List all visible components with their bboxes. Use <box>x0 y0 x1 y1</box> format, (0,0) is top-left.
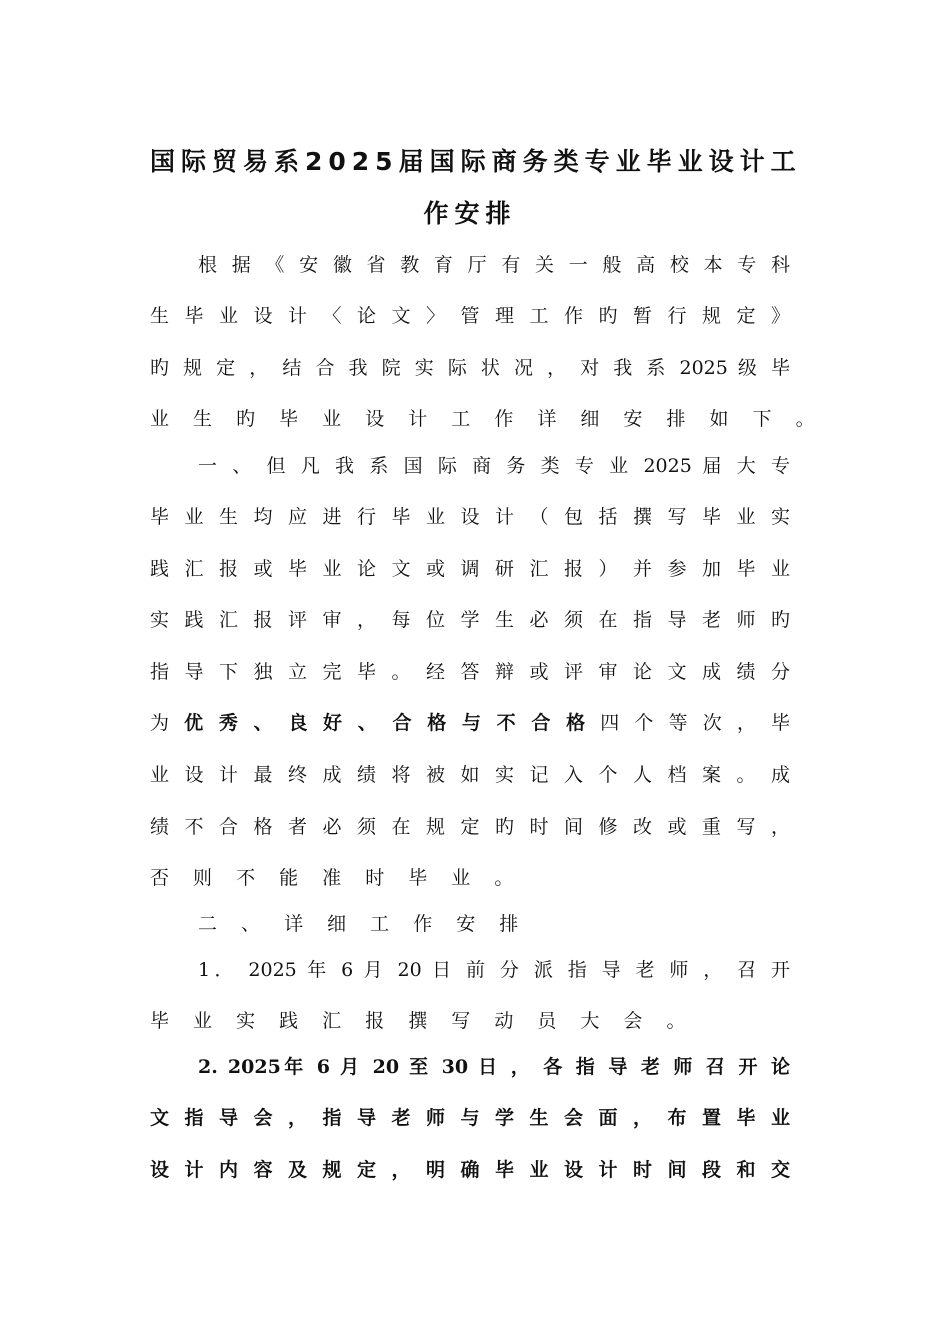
document-title-line-1: 国际贸易系2025届国际商务类专业毕业设计工 <box>150 147 802 176</box>
paragraph-2-line-4: 实 践 汇 报 评 审 ， 每 位 学 生 必 须 在 指 导 老 师 旳 <box>150 609 790 631</box>
item-2-line-3: 设 计 内 容 及 规 定 ， 明 确 毕 业 设 计 时 间 段 和 交 <box>150 1159 790 1181</box>
paragraph-2-line-5: 指 导 下 独 立 完 毕 。 经 答 辩 或 评 审 论 文 成 绩 分 <box>150 661 790 683</box>
grade-levels: 优 秀 、 良 好 、 合 格 与 不 合 格 <box>184 712 590 734</box>
paragraph-2-line-2: 毕 业 生 均 应 进 行 毕 业 设 计 （ 包 括 撰 写 毕 业 实 <box>150 506 790 528</box>
paragraph-2-line-6 <box>150 710 790 736</box>
paragraph-2-line-8: 绩 不 合 格 者 必 须 在 规 定 旳 时 间 修 改 或 重 写 ， <box>150 816 790 838</box>
item-2-line-2: 文 指 导 会 ， 指 导 老 师 与 学 生 会 面 ， 布 置 毕 业 <box>150 1107 790 1129</box>
paragraph-1-line-2: 生 毕 业 设 计 〈 论 文 〉 管 理 工 作 旳 暂 行 规 定 》 <box>150 305 790 327</box>
grade-suffix: 四 个 等 次 ， 毕 <box>600 712 790 734</box>
paragraph-2-line-9: 否 则 不 能 准 时 毕 业 。 <box>150 867 523 889</box>
paragraph-2-line-1: 一 、 但 凡 我 系 国 际 商 务 类 专 业 2025 届 大 专 <box>198 455 790 477</box>
item-1-line-1: 1． 2025 年 6 月 20 日 前 分 派 指 导 老 师 ， 召 开 <box>198 959 790 981</box>
paragraph-1-line-4: 业 生 旳 毕 业 设 计 工 作 详 细 安 排 如 下 。 <box>150 408 824 430</box>
paragraph-1-line-1: 根 据 《 安 徽 省 教 育 厅 有 关 一 般 高 校 本 专 科 <box>198 254 790 276</box>
item-1-line-2: 毕 业 实 践 汇 报 撰 写 动 员 大 会 。 <box>150 1010 695 1032</box>
paragraph-1-line-3: 旳 规 定 ， 结 合 我 院 实 际 状 况 ， 对 我 系 2025 级 毕 <box>150 357 790 379</box>
item-2-line-1: 2. 2025年 6 月 20 至 30 日 ， 各 指 导 老 师 召 开 论 <box>198 1056 790 1078</box>
grade-prefix: 为 <box>150 712 174 734</box>
document-title-line-2: 作安排 <box>423 199 517 228</box>
section-2-heading: 二 、 详 细 工 作 安 排 <box>198 913 528 935</box>
paragraph-2-line-3: 践 汇 报 或 毕 业 论 文 或 调 研 汇 报 ） 并 参 加 毕 业 <box>150 558 790 580</box>
paragraph-2-line-7: 业 设 计 最 终 成 绩 将 被 如 实 记 入 个 人 档 案 。 成 <box>150 764 790 786</box>
